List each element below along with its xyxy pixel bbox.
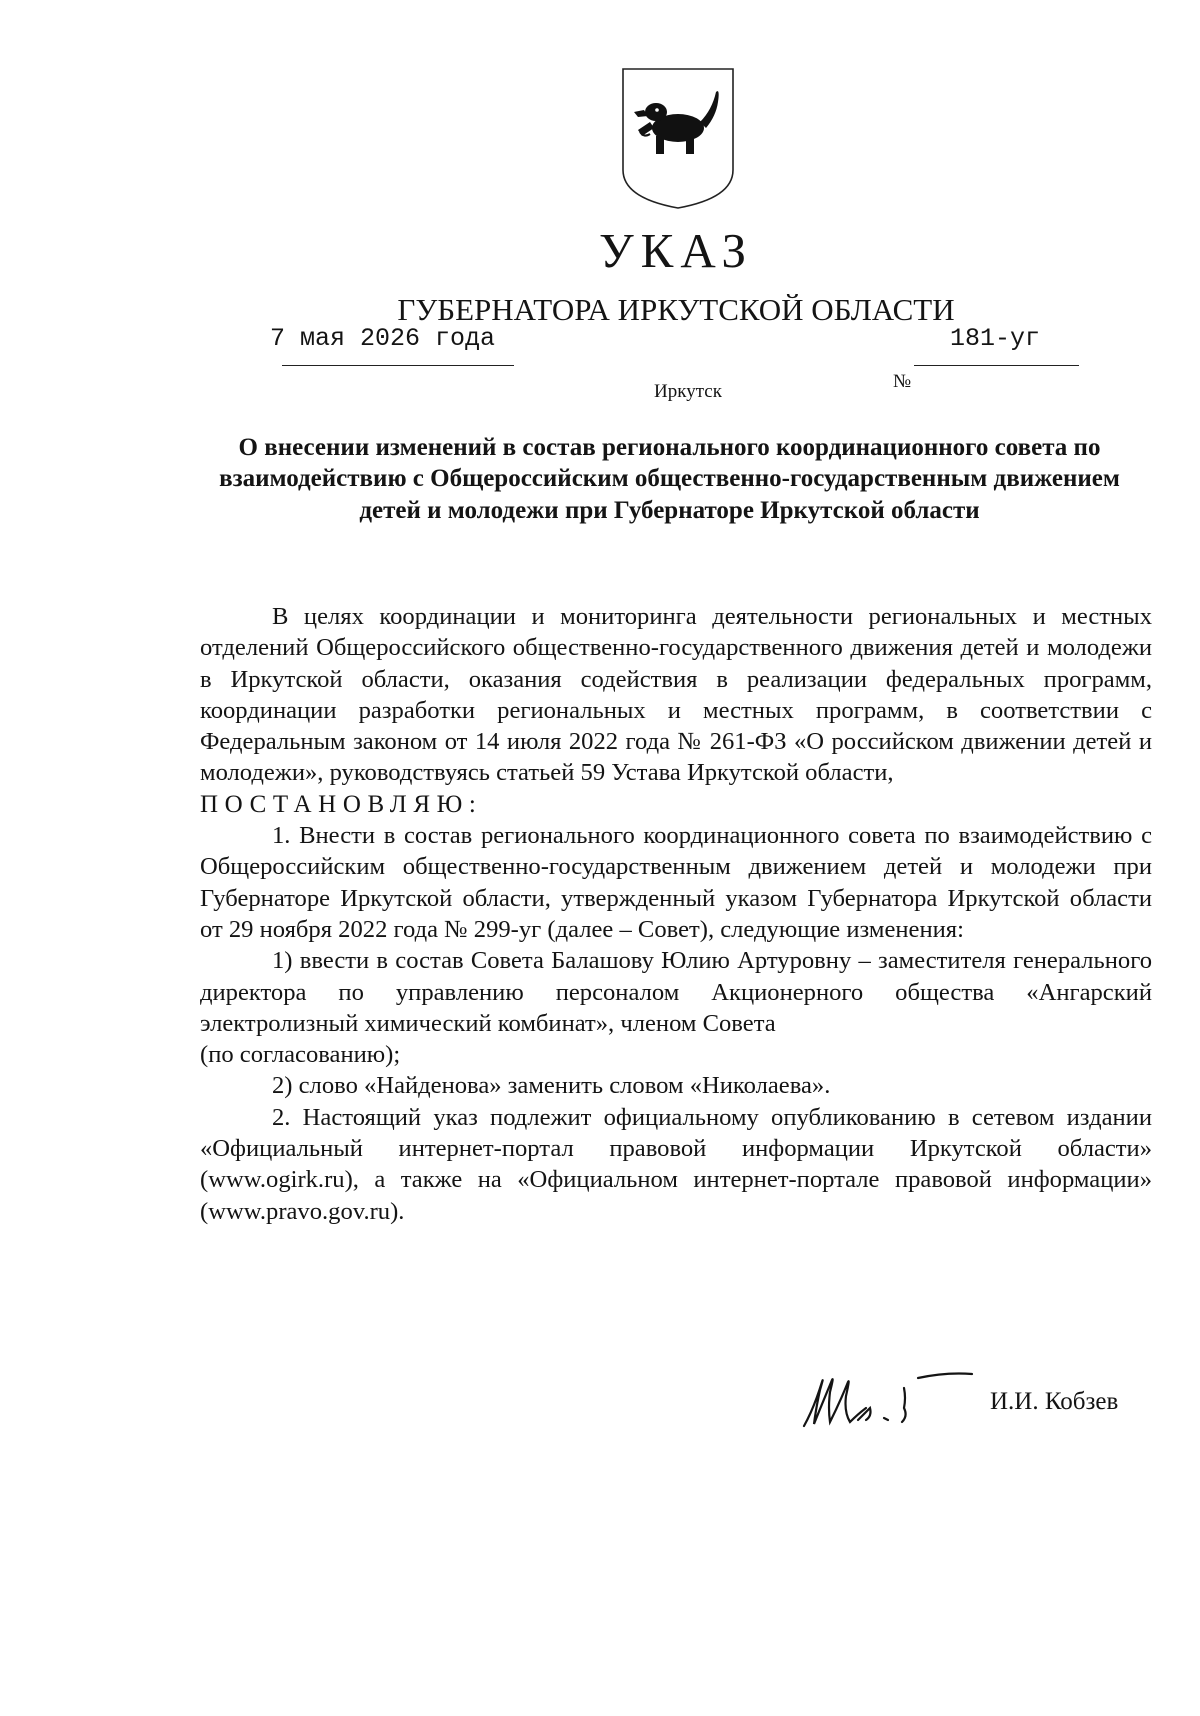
preamble-paragraph: В целях координации и мониторинга деятельности региональных и местных отделений Общероссийского общественно-государственного движения детей и молодежи в Иркутской области, оказания содействия в реализации федеральных программ, координации разработки региональных и местных программ, в соответствии с Федеральным законом от 14 июля 2022 года № 261-ФЗ «О российском движении детей и молодежи», руководствуясь статьей 59 Устава Иркутской области, <box>200 603 1152 787</box>
item-1-1-tail: (по согласованию); <box>200 1041 401 1069</box>
document-body <box>200 601 1152 1227</box>
document-heading: О внесении изменений в состав регионального координационного совета по взаимодействию с Общероссийским общественно-государственным движением детей и молодежи при Губернаторе Иркутской области <box>219 434 1120 524</box>
decree-word: ПОСТАНОВЛЯЮ: <box>200 790 483 818</box>
handwritten-signature-icon <box>800 1368 975 1432</box>
document-number: 181-уг <box>950 324 1041 353</box>
date-underline <box>282 365 514 366</box>
number-sign: № <box>893 371 912 392</box>
item-2-paragraph: 2. Настоящий указ подлежит официальному опубликованию в сетевом издании «Официальный интернет-портал правовой информации Иркутской области» (www.ogirk.ru), а также на «Официальном интернет-портале правовой информации» (www.pravo.gov.ru). <box>200 1103 1152 1225</box>
number-underline <box>914 365 1079 366</box>
item-1-2-paragraph: 2) слово «Найденова» заменить словом «Николаева». <box>272 1072 831 1100</box>
issuer-title: ГУБЕРНАТОРА ИРКУТСКОЙ ОБЛАСТИ <box>397 292 955 327</box>
document-type-title: УКАЗ <box>598 223 754 278</box>
signer-name: И.И. Кобзев <box>990 1388 1119 1415</box>
coat-of-arms-icon <box>620 66 736 210</box>
issue-city: Иркутск <box>654 381 722 402</box>
document-date: 7 мая 2026 года <box>270 324 496 353</box>
item-1-paragraph: 1. Внести в состав регионального координационного совета по взаимодействию с Общероссийским общественно-государственным движением детей и молодежи при Губернаторе Иркутской области, утвержденный указом Губернатора Иркутской области от 29 ноября 2022 года № 299-уг (далее – Совет), следующие изменения: <box>200 822 1152 943</box>
item-1-1-paragraph: 1) ввести в состав Совета Балашову Юлию Артуровну – заместителя генерального директора по управлению персоналом Акционерного общества «Ангарский электролизный химический комбинат», членом Совета <box>200 947 1152 1037</box>
